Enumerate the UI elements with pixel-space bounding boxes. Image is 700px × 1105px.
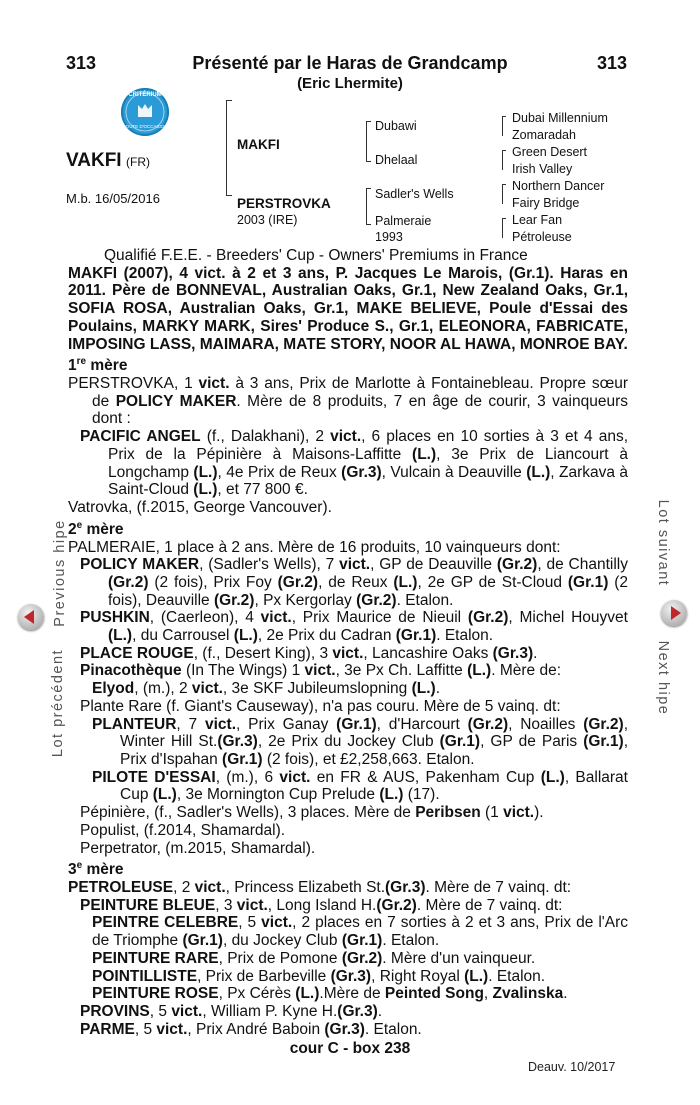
previous-arrow-button[interactable] [18, 604, 44, 630]
pedigree-sire-dam: Dhelaal [375, 153, 418, 167]
produce-peintre-celebre: PEINTRE CELEBRE, 5 vict., 2 places en 7 sorties à 2 et 3 ans, Prix de l'Arc de Triomphe (Gr.1), du Jockey Club (Gr.1). Etalon. [92, 914, 628, 950]
horse-info: M.b. 16/05/2016 [66, 191, 160, 206]
produce-perpetrator: Perpetrator, (m.2015, Shamardal). [80, 839, 316, 857]
produce-policy-maker: POLICY MAKER, (Sadler's Wells), 7 vict., GP de Deauville (Gr.2), de Chantilly (Gr.2) (2 fois), Prix Foy (Gr.2), de Reux (L.), 2e GP de St-Cloud (Gr.1) (2 fois), Deauville (Gr.2), Px Kergorlay (Gr.2). Etalon. [80, 556, 628, 609]
produce-pilote-dessai: PILOTE D'ESSAI, (m.), 6 vict. en FR & AUS, Pakenham Cup (L.), Ballarat Cup (L.), 3e Mornington Cup Prelude (L.) (17). [92, 768, 628, 804]
pedigree-dam-info: 2003 (IRE) [237, 213, 298, 227]
next-hipe-label: Next hipe [655, 640, 671, 716]
pedigree-dds: Lear Fan [512, 213, 563, 227]
lot-suivant-label: Lot suivant [655, 499, 671, 587]
third-dam-petroleuse: PETROLEUSE, 2 vict., Princess Elizabeth St.(Gr.3). Mère de 7 vainq. dt: [68, 879, 572, 897]
third-dam-heading: 3e mère [68, 860, 124, 879]
badge-text-bottom: COUTE D'OCCASION [122, 124, 168, 129]
catalogue-body [68, 247, 628, 1038]
pedigree-sdd: Irish Valley [512, 162, 573, 176]
lot-number-right: 313 [597, 53, 628, 73]
produce-pepiniere: Pépinière, (f., Sadler's Wells), 3 places. Mère de Peribsen (1 vict.). [80, 804, 544, 822]
pedigree-table [0, 0, 700, 250]
produce-peinture-rare: PEINTURE RARE, Prix de Pomone (Gr.2). Mère d'un vainqueur. [92, 949, 536, 967]
pedigree-ssd: Zomaradah [512, 128, 576, 142]
pedigree-sire: MAKFI [237, 137, 280, 152]
pedigree-sss: Dubai Millennium [512, 111, 608, 125]
next-lot-nav[interactable] [651, 490, 681, 730]
qualification-line: Qualifié F.E.E. - Breeders' Cup - Owners' Premiums in France [104, 247, 528, 264]
pedigree-sds: Green Desert [512, 145, 588, 159]
box-location: cour C - box 238 [289, 1040, 411, 1057]
produce-peinture-rose: PEINTURE ROSE, Px Cérès (L.).Mère de Peinted Song, Zvalinska. [92, 985, 568, 1003]
sire-paragraph: MAKFI (2007), 4 vict. à 2 et 3 ans, P. Jacques Le Marois, (Gr.1). Haras en 2011. Père de BONNEVAL, Australian Oaks, Gr.1, New Zealand Oaks, Gr.1, SOFIA ROSA, Australian Oaks, Gr.1, MAKE BELIEVE, Poule d'Essai des Poulains, MARKY MARK, Sires' Produce S., Gr.1, ELEONORA, FABRICATE, IMPOSING LASS, MAIMARA, MATE STORY, NOOR AL HAWA, MONROE BAY. [68, 264, 628, 353]
second-dam-heading: 2e mère [68, 519, 124, 538]
produce-elyod: Elyod, (m.), 2 vict., 3e SKF Jubileumslopning (L.). [92, 680, 441, 698]
horse-name: VAKFI [66, 150, 122, 171]
produce-provins: PROVINS, 5 vict., William P. Kyne H.(Gr.3). [80, 1003, 383, 1020]
pedigree-dam-dam-info: 1993 [375, 230, 403, 244]
lot-number-left: 313 [66, 53, 97, 73]
second-dam-intro: PALMERAIE, 1 place à 2 ans. Mère de 16 produits, 10 vainqueurs dont: [68, 538, 561, 556]
first-dam-heading: 1re mère [68, 356, 128, 375]
produce-parme: PARME, 5 vict., Prix André Baboin (Gr.3). Etalon. [80, 1020, 422, 1038]
produce-pacific-angel: PACIFIC ANGEL (f., Dalakhani), 2 vict., 6 places en 10 sorties à 3 et 4 ans, Prix de la Pépinière à Maisons-Laffitte (L.), 3e Prix de Liancourt à Longchamp (L.), 4e Prix de Reux (Gr.3), Vulcain à Deauville (L.), Zarkava à Saint-Cloud (L.), et 77 800 €. [80, 428, 629, 499]
produce-peinture-bleue: PEINTURE BLEUE, 3 vict., Long Island H.(Gr.2). Mère de 7 vainq. dt: [80, 896, 563, 914]
horse-country: (FR) [126, 155, 151, 169]
first-dam-intro: PERSTROVKA, 1 vict. à 3 ans, Prix de Marlotte à Fontainebleau. Propre sœur de POLICY MAKER. Mère de 8 produits, 7 en âge de courir, 3 vainqueurs dont : [68, 375, 628, 428]
produce-place-rouge: PLACE ROUGE, (f., Desert King), 3 vict., Lancashire Oaks (Gr.3). [80, 644, 538, 662]
pedigree-dam-sire: Sadler's Wells [375, 187, 454, 201]
pedigree-dsd: Fairy Bridge [512, 196, 580, 210]
pedigree-ddd: Pétroleuse [512, 230, 572, 244]
badge-text-top: CRITÉRIUM [128, 92, 162, 98]
page-title: Présenté par le Haras de Grandcamp [192, 53, 508, 73]
pedigree-dam: PERSTROVKA [237, 196, 331, 211]
lot-precedent-label: Lot précédent [50, 648, 66, 758]
sale-reference: Deauv. 10/2017 [528, 1060, 616, 1074]
produce-pointilliste: POINTILLISTE, Prix de Barbeville (Gr.3), Right Royal (L.). Etalon. [92, 967, 546, 985]
produce-planteur: PLANTEUR, 7 vict., Prix Ganay (Gr.1), d'Harcourt (Gr.2), Noailles (Gr.2), Winter Hill St.(Gr.3), 2e Prix du Jockey Club (Gr.1), GP de Paris (Gr.1), Prix d'Ispahan (Gr.1) (2 fois), et £2,258,663. Etalon. [92, 715, 629, 768]
pedigree-dss: Northern Dancer [512, 179, 605, 193]
previous-lot-nav[interactable] [18, 470, 68, 758]
produce-pinacotheque: Pinacothèque (In The Wings) 1 vict., 3e Px Ch. Laffitte (L.). Mère de: [80, 662, 561, 680]
produce-vatrovka: Vatrovka, (f.2015, George Vancouver). [68, 499, 332, 516]
produce-plante-rare: Plante Rare (f. Giant's Causeway), n'a pas couru. Mère de 5 vainq. dt: [80, 697, 561, 715]
right-arrow-icon [671, 606, 681, 620]
pedigree-sire-sire: Dubawi [375, 119, 417, 133]
pedigree-dam-dam: Palmeraie [375, 214, 432, 228]
consignor-name: (Eric Lhermite) [297, 75, 403, 92]
produce-populist: Populist, (f.2014, Shamardal). [80, 821, 286, 839]
produce-pushkin: PUSHKIN, (Caerleon), 4 vict., Prix Maurice de Nieuil (Gr.2), Michel Houyvet (L.), du Carrousel (L.), 2e Prix du Cadran (Gr.1). Etalon. [80, 609, 628, 645]
left-arrow-icon [24, 610, 34, 624]
previous-hipe-label: Previous hipe [52, 519, 68, 627]
next-arrow-button[interactable] [661, 600, 687, 626]
